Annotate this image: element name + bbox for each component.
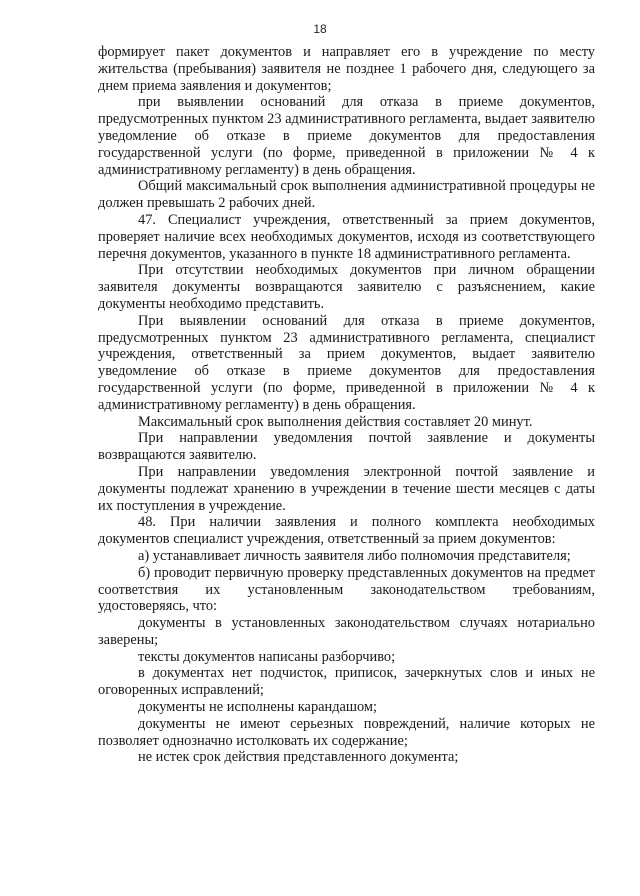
paragraph-continuation: формирует пакет документов и направляет его в учреждение по месту жительства (пребывания) заявителя не позднее 1 рабочего дня, следующего за днем приема заявления и документов;: [98, 44, 595, 94]
list-item-b: б) проводит первичную проверку представленных документов на предмет соответствия их установленным законодательством требованиям, удостоверяясь, что:: [98, 564, 595, 615]
paragraph-item-48: 48. При наличии заявления и полного комплекта необходимых документов специалист учреждения, ответственный за прием документов:: [98, 514, 595, 548]
list-item-notarized: документы в установленных законодательством случаях нотариально заверены;: [98, 615, 595, 648]
paragraph-mail-notice: При направлении уведомления почтой заявление и документы возвращаются заявителю.: [98, 430, 595, 464]
paragraph-refusal-notice: при выявлении оснований для отказа в приеме документов, предусмотренных пунктом 23 административного регламента, выдает заявителю уведомление об отказе в приеме документов для предоставления государственной услуги (по форме, приведенной в приложении № 4 к административному регламенту) в день обращения.: [98, 94, 595, 178]
list-item-legible: тексты документов написаны разборчиво;: [138, 648, 396, 665]
paragraph-refusal-grounds: При выявлении оснований для отказа в приеме документов, предусмотренных пунктом 23 административного регламента, специалист учреждения, ответственный за прием документов, выдает заявителю уведомление об отказе в приеме документов для предоставления государственной услуги (по форме, приведенной в приложении № 4 к административному регламенту) в день обращения.: [98, 312, 595, 413]
document-body: [98, 44, 595, 766]
list-item-not-expired: не истек срок действия представленного документа;: [138, 749, 459, 766]
paragraph-action-duration: Максимальный срок выполнения действия составляет 20 минут.: [138, 413, 533, 430]
paragraph-item-47: 47. Специалист учреждения, ответственный за прием документов, проверяет наличие всех необходимых документов, исходя из соответствующего перечня документов, указанного в пункте 18 административного регламента.: [98, 211, 595, 262]
paragraph-missing-documents: При отсутствии необходимых документов при личном обращении заявителя документы возвращаются заявителю с разъяснением, какие документы необходимо представить.: [98, 262, 595, 312]
list-item-no-pencil: документы не исполнены карандашом;: [138, 699, 378, 716]
list-item-no-damage: документы не имеют серьезных повреждений, наличие которых не позволяет однозначно истолковать их содержание;: [98, 715, 595, 749]
list-item-no-corrections: в документах нет подчисток, приписок, зачеркнутых слов и иных не оговоренных исправлений;: [98, 665, 595, 699]
paragraph-max-duration: Общий максимальный срок выполнения административной процедуры не должен превышать 2 рабочих дней.: [98, 178, 595, 212]
page-number: 18: [313, 22, 327, 36]
list-item-a: а) устанавливает личность заявителя либо полномочия представителя;: [138, 547, 571, 564]
paragraph-email-notice: При направлении уведомления электронной почтой заявление и документы подлежат хранению в учреждении в течение шести месяцев с даты их поступления в учреждение.: [98, 463, 595, 514]
